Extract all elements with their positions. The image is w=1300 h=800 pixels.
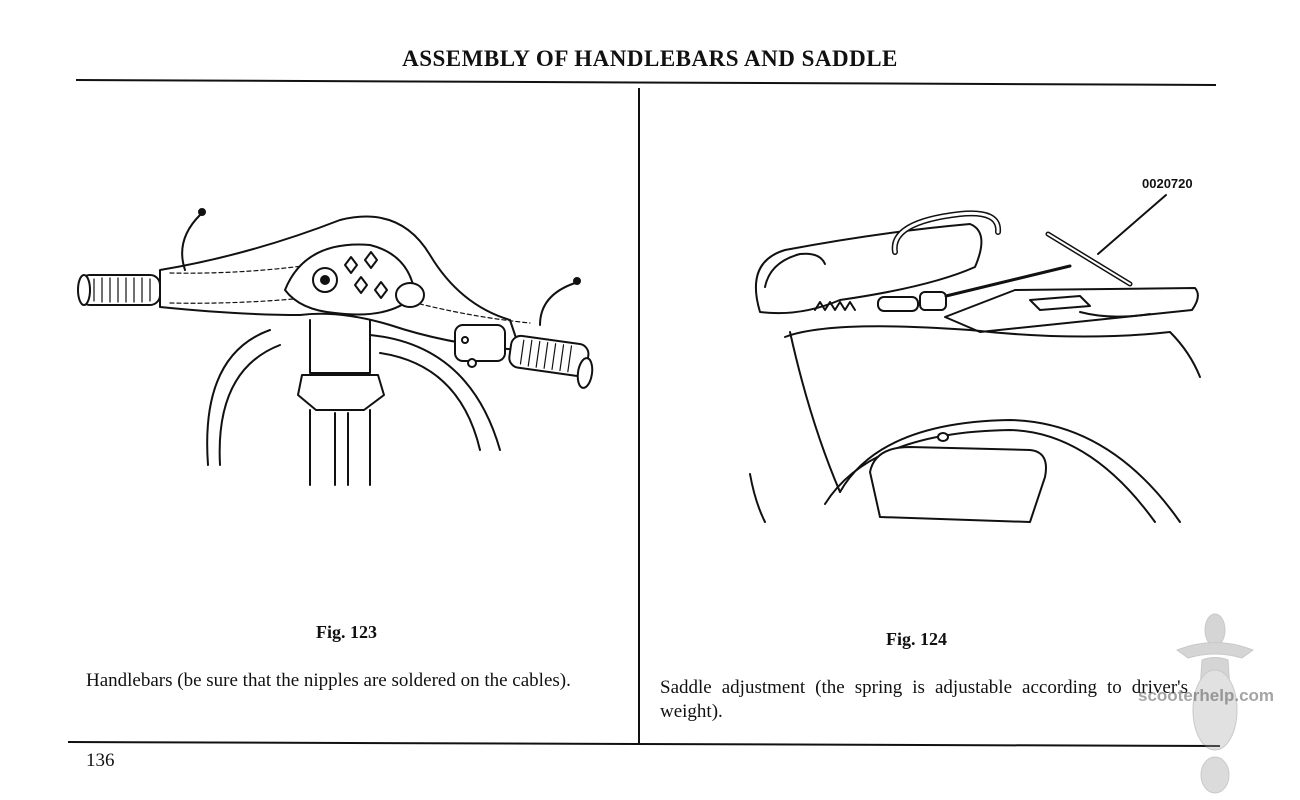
page-number: 136 xyxy=(86,750,115,771)
watermark-text: scooterhelp.com xyxy=(1138,686,1275,705)
top-rule xyxy=(76,79,1216,86)
bottom-rule xyxy=(68,741,1220,747)
page-title: ASSEMBLY OF HANDLEBARS AND SADDLE xyxy=(402,46,898,71)
saddle-illustration xyxy=(730,192,1210,537)
figure-label-124: Fig. 124 xyxy=(886,629,947,649)
figure-caption-123: Handlebars (be sure that the nipples are soldered on the cables). xyxy=(86,670,571,691)
figure-label-123: Fig. 123 xyxy=(316,622,377,642)
column-divider xyxy=(638,88,640,743)
figure-caption-124: Saddle adjustment (the spring is adjustable according to driver's weight). xyxy=(660,677,1188,722)
handlebars-illustration xyxy=(70,195,610,495)
part-number-label: 0020720 xyxy=(1142,176,1193,191)
